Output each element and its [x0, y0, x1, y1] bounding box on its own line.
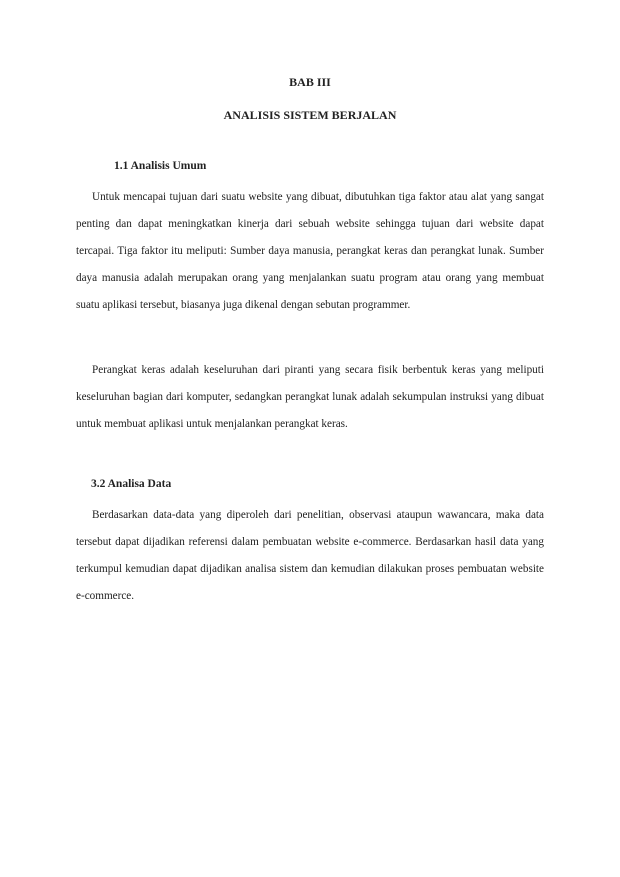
paragraph-analisis-umum-2: Perangkat keras adalah keseluruhan dari piranti yang secara fisik berbentuk keras yang meliputi keseluruhan bagian dari komputer, sedangkan perangkat lunak adalah sekumpulan instruksi yang dibuat untuk membuat aplikasi untuk menjalankan perangkat keras.: [76, 364, 544, 430]
paragraph-analisa-data-1: Berdasarkan data-data yang diperoleh dari penelitian, observasi ataupun wawancara, maka data tersebut dapat dijadikan referensi dalam pembuatan website e-commerce. Berdasarkan hasil data yang terkumpul kemudian dapat dijadikan analisa sistem dan kemudian dilakukan proses pembuatan website e-commerce.: [76, 509, 544, 602]
chapter-label: BAB III: [289, 75, 331, 89]
chapter-title: ANALISIS SISTEM BERJALAN: [223, 108, 397, 122]
paragraph-analisis-umum-1: Untuk mencapai tujuan dari suatu website yang dibuat, dibutuhkan tiga faktor atau alat yang sangat penting dan dapat meningkatkan kinerja dari sebuah website sehingga tujuan dari website dapat tercapai. Tiga faktor itu meliputi: Sumber daya manusia, perangkat keras dan perangkat lunak. Sumber daya manusia adalah merupakan orang yang menjalankan suatu program atau orang yang membuat suatu aplikasi tersebut, biasanya juga dikenal dengan sebutan programmer.: [76, 191, 544, 311]
section-heading-analisa-data: 3.2 Analisa Data: [91, 478, 172, 490]
section-heading-analisis-umum: 1.1 Analisis Umum: [114, 160, 207, 172]
